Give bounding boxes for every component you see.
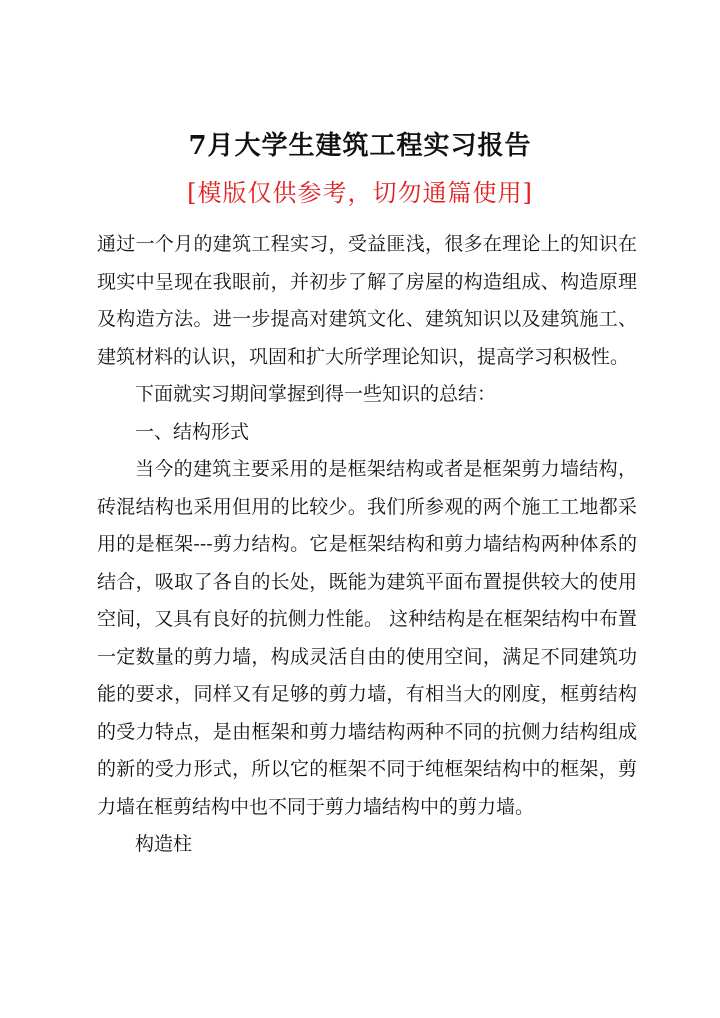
document-title: 7月大学生建筑工程实习报告: [188, 131, 532, 161]
paragraph-structure-form: 当今的建筑主要采用的是框架结构或者是框架剪力墙结构，砖混结构也采用但用的比较少。我们所参观的两个施工工地都采用的是框架---剪力结构。它是框架结构和剪力墙结构两种体系的结合，吸取了各自的长处，既能为建筑平面布置提供较大的使用空间，又具有良好的抗侧力性能。 这种结构是在框架结构中布置一定数量的剪力墙，构成灵活自由的使用空间，满足不同建筑功能的要求，同样又有足够的剪力墙，有相当大的刚度，框剪结构的受力特点，是由框架和剪力墙结构两种不同的抗侧力结构组成的新的受力形式，所以它的框架不同于纯框架结构中的框架，剪力墙在框剪结构中也不同于剪力墙结构中的剪力墙。: [97, 458, 637, 818]
paragraph-intro: 通过一个月的建筑工程实习，受益匪浅，很多在理论上的知识在现实中呈现在我眼前，并初步了解了房屋的构造组成、构造原理及构造方法。进一步提高对建筑文化、建筑知识以及建筑施工、建筑材料的认识，巩固和扩大所学理论知识，提高学习积极性。: [97, 233, 637, 368]
section-heading-constructional-column: 构造柱: [135, 833, 193, 855]
paragraph-summary-lead: 下面就实习期间掌握到得一些知识的总结：: [135, 383, 497, 405]
document-body: [97, 226, 637, 864]
section-heading-structure: 一、结构形式: [135, 420, 250, 443]
template-notice: [模版仅供参考，切勿通篇使用]: [187, 179, 533, 207]
